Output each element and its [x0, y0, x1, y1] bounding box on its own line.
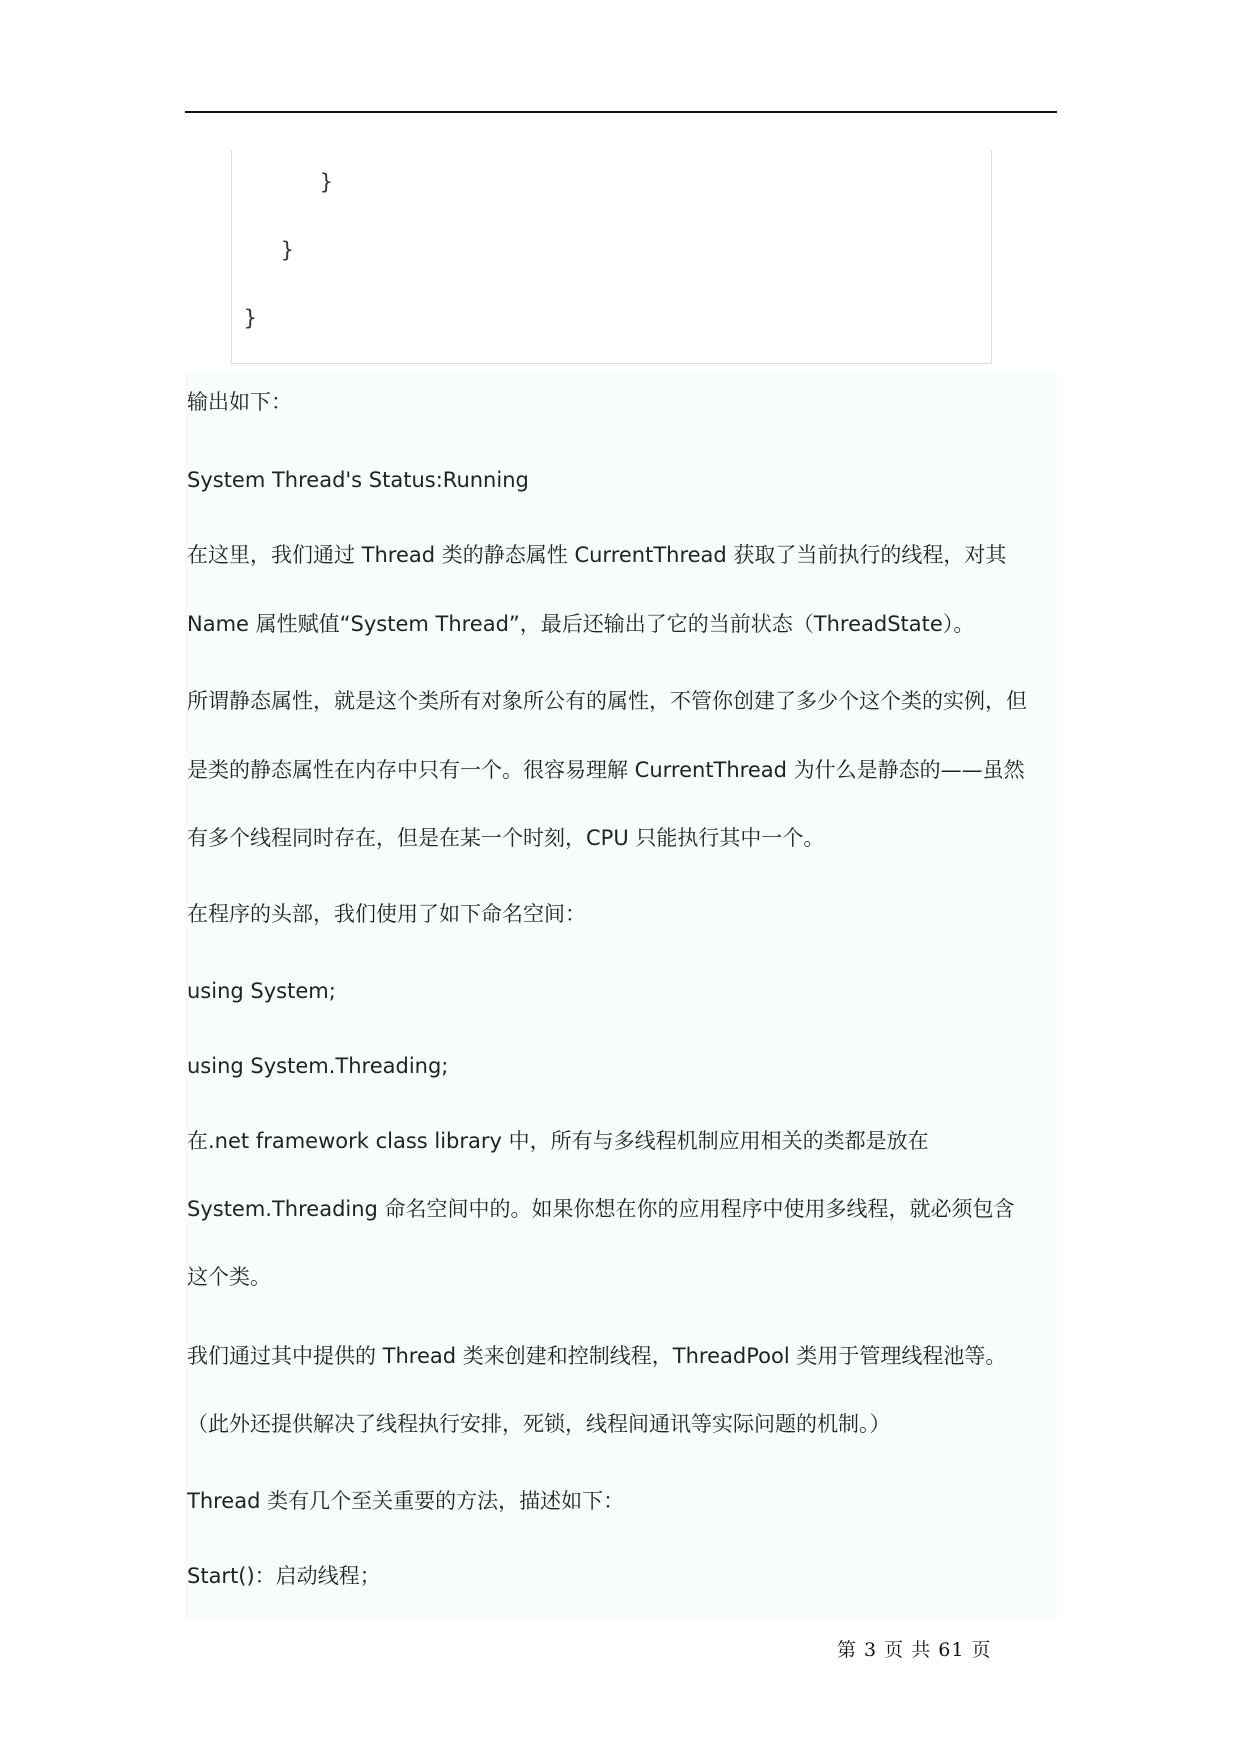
paragraph-threadpool: 我们通过其中提供的 Thread 类来创建和控制线程，ThreadPool 类用于管理线程池等。: [187, 1344, 1007, 1368]
paragraph-using-threading: using System.Threading;: [187, 1054, 449, 1078]
paragraph-library-line3: 这个类。: [187, 1265, 271, 1289]
paragraph-output-intro: 输出如下：: [187, 390, 292, 414]
paragraph-static-line2: 是类的静态属性在内存中只有一个。很容易理解 CurrentThread 为什么是静态的——虽然: [187, 758, 1025, 782]
paragraph-static-line1: 所谓静态属性，就是这个类所有对象所公有的属性，不管你创建了多少个这个类的实例，但: [187, 689, 1027, 713]
paragraph-using-system: using System;: [187, 979, 336, 1003]
paragraph-library-line2: System.Threading 命名空间中的。如果你想在你的应用程序中使用多线程，就必须包含: [187, 1197, 1015, 1221]
header-rule: [185, 111, 1057, 113]
code-line-closing-brace-inner: }: [320, 170, 333, 194]
document-body: [185, 372, 1057, 1620]
paragraph-methods-intro: Thread 类有几个至关重要的方法，描述如下：: [187, 1489, 625, 1513]
page-number: 第 3 页 共 61 页: [837, 1639, 992, 1661]
paragraph-namespace-intro: 在程序的头部，我们使用了如下命名空间：: [187, 902, 586, 926]
paragraph-output-value: System Thread's Status:Running: [187, 468, 529, 492]
code-line-closing-brace-middle: }: [281, 238, 294, 262]
code-block: [231, 150, 992, 364]
paragraph-start-method: Start()：启动线程；: [187, 1564, 381, 1588]
paragraph-library-line1: 在.net framework class library 中，所有与多线程机制应用相关的类都是放在: [187, 1129, 929, 1153]
code-line-closing-brace-outer: }: [244, 306, 257, 330]
paragraph-mechanisms: （此外还提供解决了线程执行安排，死锁，线程间通讯等实际问题的机制。）: [187, 1412, 891, 1436]
paragraph-currentthread-line2: Name 属性赋值“System Thread”，最后还输出了它的当前状态（ThreadState）。: [187, 612, 975, 636]
paragraph-static-line3: 有多个线程同时存在，但是在某一个时刻，CPU 只能执行其中一个。: [187, 826, 825, 850]
paragraph-currentthread-line1: 在这里，我们通过 Thread 类的静态属性 CurrentThread 获取了当前执行的线程，对其: [187, 543, 1007, 567]
